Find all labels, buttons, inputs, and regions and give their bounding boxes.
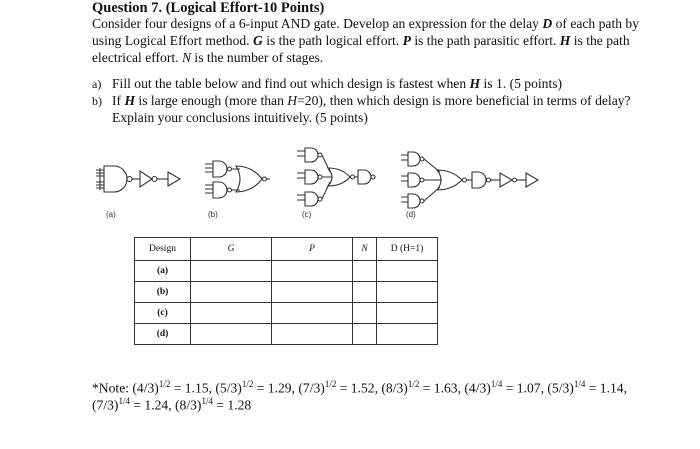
design-b-diagram: [205, 161, 270, 198]
symbol-p: P: [402, 33, 411, 48]
table-row: [135, 324, 438, 345]
part-b-text-1: If: [112, 93, 125, 108]
table-row: [135, 282, 438, 303]
part-b-text-2: is large enough (more than: [135, 93, 288, 108]
row-label-a: (a): [135, 261, 191, 282]
cell-n-d[interactable]: [353, 324, 377, 345]
cell-g-d[interactable]: [191, 324, 272, 345]
part-b-marker: b): [92, 94, 102, 108]
header-delay: D (H=1): [377, 238, 438, 261]
caption-c: (c): [302, 210, 312, 219]
table-row: [135, 261, 438, 282]
caption-a: (a): [106, 210, 116, 219]
header-g: G: [191, 238, 272, 261]
question-title: Question 7. (Logical Effort-10 Points): [92, 0, 325, 16]
cell-g-c[interactable]: [191, 303, 272, 324]
part-a-symbol: H: [469, 76, 481, 91]
row-label-d: (d): [135, 324, 191, 345]
note-line-1: *Note: $(4/3)^{1/2} = 1.15$, $(5/3)^{1/2} = 1.29$, $(7/3)^{1/2} = 1.52$, $(8/3)^{1/2} = 1.63$, $(4/3)^{1/4} = 1.07$, $(5/3)^{1/4} = 1.14$,: [92, 379, 627, 396]
part-b-text-3: =20), then which design is more beneficial in terms of delay?: [297, 93, 631, 108]
row-label-c: (c): [135, 303, 191, 324]
header-n: N: [353, 238, 377, 261]
cell-d-c[interactable]: [377, 303, 438, 324]
caption-d: (d): [406, 210, 416, 219]
part-a-text-1: Fill out the table below and find out which design is fastest when: [112, 76, 470, 91]
row-label-b: (b): [135, 282, 191, 303]
intro-text-3: is the path logical effort.: [262, 33, 403, 48]
part-b-line-2: Explain your conclusions intuitively. (5 points): [112, 110, 368, 125]
symbol-g: G: [252, 33, 263, 48]
cell-d-a[interactable]: [377, 261, 438, 282]
design-c-diagram: [297, 148, 375, 206]
cell-g-a[interactable]: [191, 261, 272, 282]
cell-n-c[interactable]: [353, 303, 377, 324]
intro-text-4: is the path parasitic effort.: [410, 33, 560, 48]
symbol-h: H: [559, 33, 571, 48]
symbol-d: D: [542, 16, 553, 31]
cell-n-a[interactable]: [353, 261, 377, 282]
table-header-row: [135, 238, 438, 261]
cell-d-d[interactable]: [377, 324, 438, 345]
intro-text-5: is the path electrical effort.: [92, 33, 630, 65]
symbol-n: N: [181, 50, 192, 65]
table-row: [135, 303, 438, 324]
cell-p-d[interactable]: [272, 324, 353, 345]
caption-b: (b): [208, 210, 218, 219]
cell-p-c[interactable]: [272, 303, 353, 324]
cell-d-b[interactable]: [377, 282, 438, 303]
header-design: Design: [135, 238, 191, 261]
design-d-diagram: [401, 152, 538, 208]
cell-p-a[interactable]: [272, 261, 353, 282]
part-a-marker: a): [92, 77, 102, 91]
intro-text-6: is the number of stages.: [191, 50, 324, 65]
design-a-diagram: [96, 166, 180, 192]
part-a-text-2: is 1. (5 points): [480, 76, 563, 91]
cell-p-b[interactable]: [272, 282, 353, 303]
design-table: [134, 237, 438, 345]
header-p: P: [272, 238, 353, 261]
cell-n-b[interactable]: [353, 282, 377, 303]
part-b-symbol-1: H: [124, 93, 136, 108]
part-b-symbol-2: H: [287, 93, 298, 108]
cell-g-b[interactable]: [191, 282, 272, 303]
note-line-2: $(7/3)^{1/4} = 1.24$, $(8/3)^{1/4} = 1.28$: [92, 396, 252, 413]
intro-text-2: of each path by using Logical Effort method.: [92, 16, 640, 48]
intro-text-1: Consider four designs of a 6-input AND gate. Develop an expression for the delay: [92, 16, 543, 31]
